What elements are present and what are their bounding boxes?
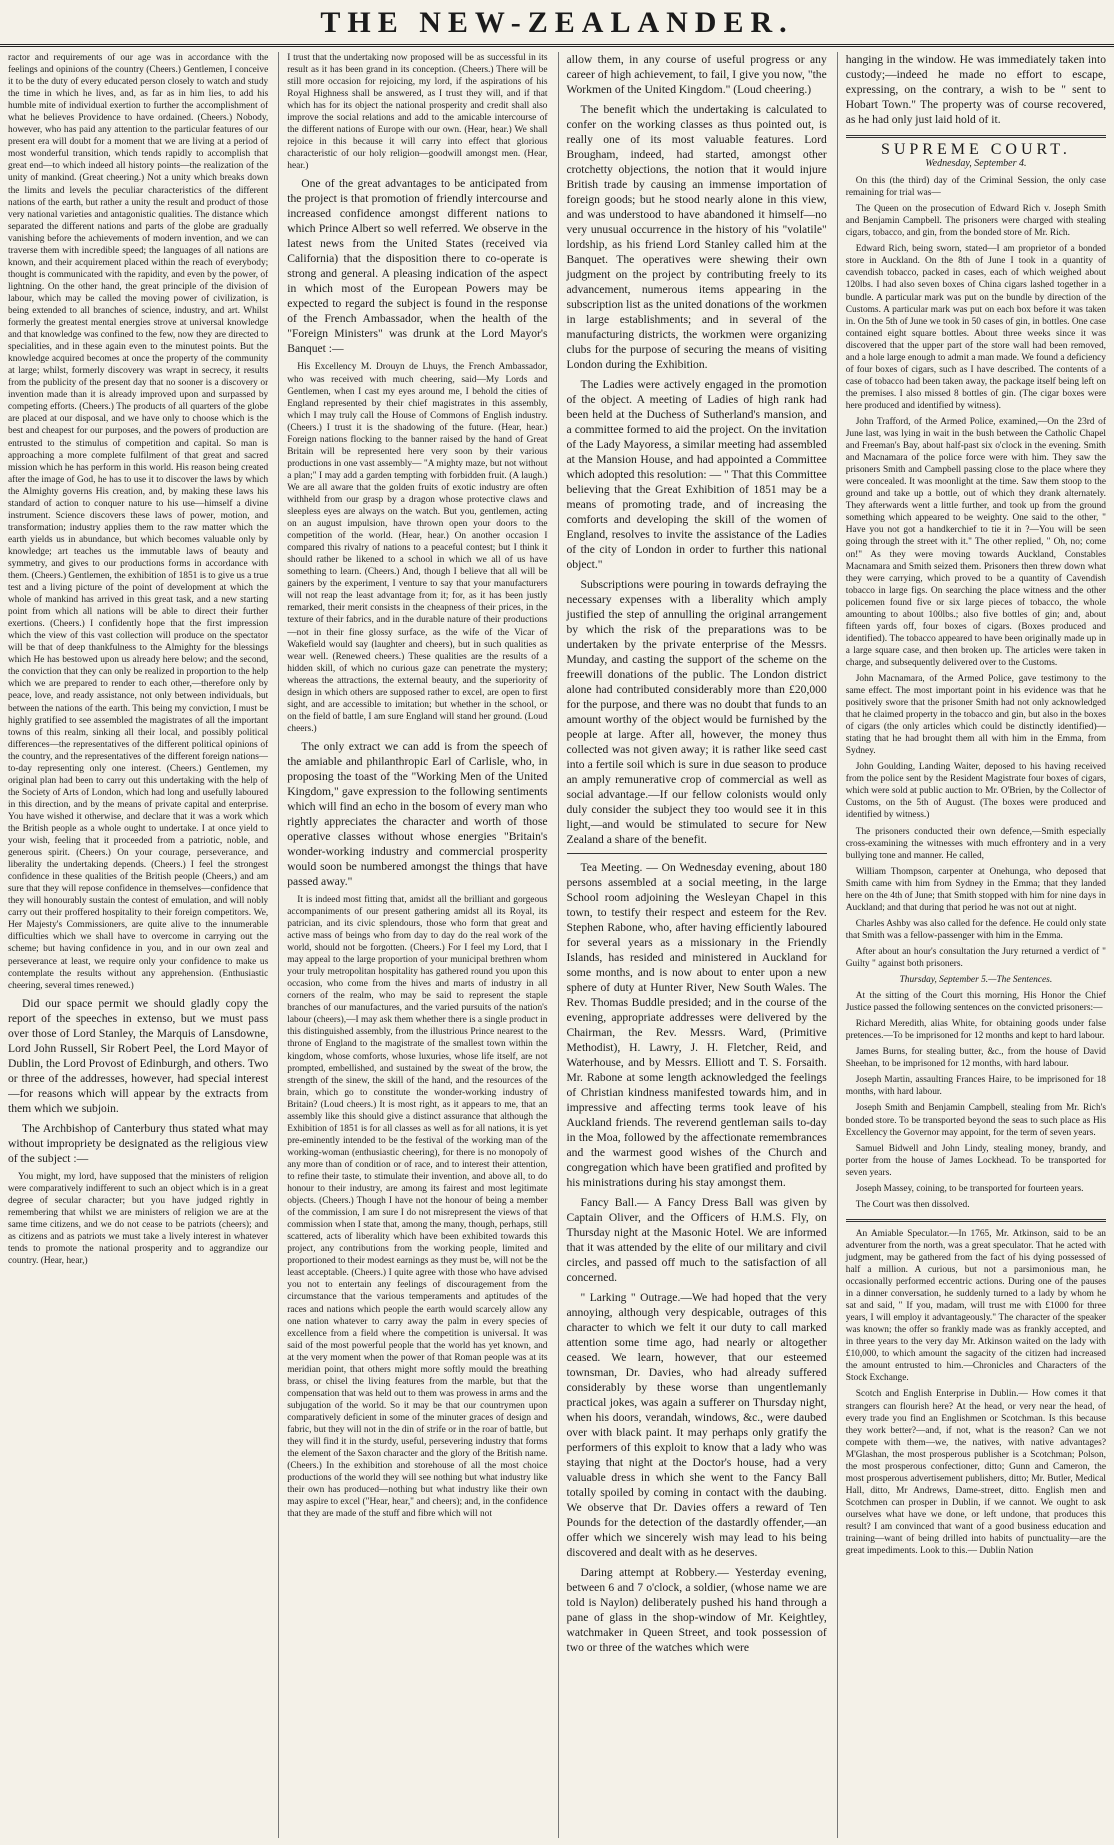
paragraph: Edward Rich, being sworn, stated—I am proprietor of a bonded store in Auckland. On the 8th of June I took in a quantity of cavendish tobacco, packed in cases, each of which weighed about 120lbs. I had also seven boxes of China cigars lashed together in a bundle. A particular mark was put on the bundle by direction of the Customs. A particular mark was put on each box before it was taken in. On the 5th of June we took in 50 cases of gin, in bottles. One case contained eight square bottles. About three weeks since it was discovered that the upper part of the store wall had been removed, and a hole large enough to admit a man made. We found a deficiency of four boxes of cigars, such as I have described. The contents of a case of tobacco had been taken away, the package itself being left on the premises. I also missed 8 bottles of gin. (The cigar boxes were here produced and identified by witness). [845, 244, 1106, 411]
column-4 [837, 52, 1106, 1838]
paragraph: William Thompson, carpenter at Onehunga, who deposed that Smith came with him from Sydney in the Emma; that they landed here on the 4th of June; that Smith stopped with him for nine days in Auckland; and that during that period he was not out at night. [845, 866, 1106, 913]
divider [567, 853, 827, 854]
sentence-item: Joseph Martin, assaulting Frances Haire, to be imprisoned for 18 months, with hard labour. [845, 1075, 1106, 1098]
quoted-speech: His Excellency M. Drouyn de Lhuys, the French Ambassador, who was received with much cheering, said—My Lords and Gentlemen, when I cast my eyes around me, I behold the cities of England represented by their chief magistrates in this assembly, which I may truly call the House of Commons of English industry. (Cheers.) I trust it is the shadowing of the future. (Hear, hear.) Foreign nations flocking to the banner raised by the hand of Great Britain will be represented here very soon by their various productions in one vast assembly— "A mighty maze, but not without a plan;" I may add a garden tempting with forbidden fruit. (A laugh.) We are all aware that the golden fruits of exotic industry are often withheld from our grasp by a dragon whose protective claws and sleepless eyes are always on the watch. But you, gentlemen, acting on an august impulsion, have thrown open your doors to the competition of the world. (Hear, hear.) On another occasion I compared this rivalry of nations to a peaceful contest; but I think it should rather be likened to a school in which we all of us have something to learn. (Cheers.) And, though I believe that all will be gainers by the experiment, I venture to say that your manufacturers will not reap the least advantage from it; for, as it has been justly remarked, their merit consists in the cheapness of their prices, in the texture of their fabrics, and in the durable nature of their productions—not in their fine glossy surface, as the wife of the Vicar of Wakefield would say (laughter and cheers), but in such qualities as wear well. (Renewed cheers.) These qualities are the results of a hidden skill, of which no curious gaze can penetrate the mystery; whereas the attractions, the external beauty, and the superiority of design in which others are supposed rather to excel, are open to first sight, and are accessible to imitation; but whether in the school, or on the field of battle, I am sure England will stand her ground. (Loud cheers.) [287, 362, 548, 734]
paragraph: allow them, in any course of useful progress or any career of high achievement, to fail, I give you now, "the Workmen of the United Kingdom." (Loud cheering.) [566, 53, 827, 96]
sentence-item: Joseph Massey, coining, to be transported for fourteen years. [855, 1183, 1084, 1194]
newspaper-title: THE NEW-ZEALANDER. [320, 6, 794, 39]
news-item-larking-outrage: " Larking " Outrage.—We had hoped that the very annoying, although very despicable, outrages of this character to which we felt it our duty to call marked attention some time ago, had nearly or altogether ceased. We learn, however, that our esteemed townsman, Dr. Davies, who had already suffered considerably by these worse than ungentlemanly practical jokes, was again a sufferer on Thursday night, when his doors, verandah, windows, &c., were daubed over with black paint. It may perhaps only gratify the performers of this exploit to know that a lady who was staying that night at the Doctor's house, had a very valuable dress in which she went to the Fancy Ball totally spoiled by coming in contact with the daubing. We observe that Dr. Davies offers a reward of Ten Pounds for the detection of the dastardly offender,—an offer which we sincerely wish may lead to his being discovered and dealt with as he deserves. [566, 1291, 827, 1559]
paragraph: The only extract we can add is from the speech of the amiable and philanthropic Earl of Carlisle, who, in proposing the toast of the "Working Men of the United Kingdom," gave expression to the following sentiments which will find an echo in the bosom of every man who rightly appreciates the character and worth of those operative classes without whose energies "Britain's wonder-working industry and commercial prosperity would soon be numbered amongst the things that have passed away." [287, 739, 548, 888]
column-3 [558, 52, 827, 1838]
paragraph: ractor and requirements of our age was in accordance with the feelings and opinions of the country (Cheers.) Gentlemen, I conceive it to be the duty of every educated person closely to watch and study the time in which he lives, and, as far as in him lies, to add his humble mite of individual exertion to further the accomplishment of what he believes Providence to have ordained. (Cheers.) Nobody, however, who has paid any attention to the particular features of our present era will doubt for a moment that we are living at a period of most wonderful transition, which tends rapidly to accomplish that great end—to which indeed all history points—the realization of the unity of mankind. (Great cheering.) Not a unity which breaks down the limits and levels the peculiar characteristics of the different nations of the earth, but rather a unity the result and product of those very national varieties and antagonistic qualities. The distance which separated the different nations and parts of the globe are gradually vanishing before the achievements of modern invention, and we can traverse them with incredible speed; the languages of all nations are known, and their acquirement placed within the reach of everybody; thought is communicated with the rapidity, and even by the power, of lightning. On the other hand, the great principle of the division of labour, which may be called the moving power of civilization, is being extended to all branches of science, industry, and art. Whilst formerly the greatest mental energies strove at universal knowledge and that knowledge was confined to the few, now they are directed to specialities, and in these again even to the minutest points. But the knowledge acquired becomes at once the property of the community at large; whilst, formerly discovery was wrapt in secrecy, it results from the publicity of the present day that no sooner is a discovery or invention made than it is already improved upon and surpassed by competing efforts. (Cheers.) The products of all quarters of the globe are placed at our disposal, and we have only to choose which is the best and cheapest for our purposes, and the powers of production are entrusted to the stimulus of competition and capital. So man is approaching a more complete fulfilment of that great and sacred mission which he has perform in this world. His reason being created after the image of God, he has to use it to discover the laws by which the Almighty governs His creation, and, by making these laws his standard of action to conquer nature to his use—himself a divine instrument. Science discovers these laws of power, motion, and transformation; industry applies them to the raw matter which the earth yields us in abundance, but which becomes valuable only by knowledge; art teaches us the immutable laws of beauty and symmetry, and gives to our productions forms in accordance with them. (Cheers.) Gentlemen, the exhibition of 1851 is to give us a true test and a living picture of the point of development at which the whole of mankind has arrived in this great task, and a new starting point from which all nations will be able to direct their further exertions. (Cheers.) I confidently hope that the first impression which the view of this vast collection will produce on the spectator will be that of deep thankfulness to the Almighty for the blessings which He has bestowed upon us already here below; and the second, the conviction that they can only be realized in proportion to the help which we are prepared to render to each other,—therefore only by peace, love, and ready assistance, not only between individuals, but between the nations of the earth. This being my conviction, I must be highly gratified to see assembled the magistrates of all the important towns of this realm, sinking all their local, and possibly political differences—the representatives of the different political opinions of the country, and the representatives of the different foreign nations—to-day representing only one interest. (Cheers.) Gentlemen, my original plan had been to carry out this undertaking with the help of the Society of Arts of London, which had long and usefully laboured in this direction, and by the means of private capital and enterprise. You have wished it otherwise, and declare that it was a work which the British people as a whole ought to undertake. I at once yield to your wish, feeling that it proceeded from a patriotic, noble, and generous spirit. (Cheers.) On your courage, perseverance, and liberality the undertaking depends. (Cheers.) I feel the strongest confidence in these qualities of the British people (Cheers,) and am sure that they will repose confidence in themselves—confidence that they will honourably sustain the contest of emulation, and will nobly carry out their proffered hospitality to their foreign competitors. We, Her Majesty's Commissioners, are quite alive to the innumerable difficulties which we shall have to overcome in carrying out the scheme; but having confidence in you, and in our own zeal and perseverance at least, we require only your confidence to make us contemplate the results without any apprehension. (Enthusiastic cheering, several times renewed.) [8, 53, 269, 991]
column-2 [278, 52, 547, 1838]
paragraph: John Trafford, of the Armed Police, examined,—On the 23rd of June last, was lying in wait in the bush between the Catholic Chapel and Freeman's Bay, about half-past six o'clock in the evening. Smith and Macnamara of the police force were with him. They saw the prisoners Smith and Campbell passing close to the place where they were concealed. It was moonlight at the time. Saw them stoop to the ground and take up a bottle, out of which they drank alternately. They afterwards went a little further, and took up from the ground something which appeared to be weighty. One said to the other, " Have you not got a handkerchief to tie it in ?—You will be seen going through the street with it." The other replied, " Oh, no; come on!" As they were moving towards Auckland, Constables Macnamara and Smith seized them. Prisoners then threw down what they were carrying, which proved to be a quantity of Cavendish tobacco in large figs. On searching the place witness and the other policemen found five or six large pieces of tobacco, the whole amounting to about 100lbs.; also five bottles of gin; and, about fifteen yards off, four boxes of cigars. (Boxes produced and identified). The tobacco appeared to have been originally made up in a large square case, and then broken up. The articles were taken in charge, and subsequently delivered over to the Customs. [845, 416, 1106, 668]
sentence-item: James Burns, for stealing butter, &c., from the house of David Sheehan, to be imprisoned for 12 months, with hard labour. [845, 1047, 1106, 1070]
paragraph: The Queen on the prosecution of Edward Rich v. Joseph Smith and Benjamin Campbell. The prisoners were charged with stealing cigars, tobacco, and gin, from the bonded store of Mr. Rich. [845, 204, 1106, 239]
divider [846, 1219, 1106, 1222]
news-item-dublin-enterprise: Scotch and English Enterprise in Dublin.— How comes it that strangers can flourish here? At the head, or very near the head, of every trade you find an Englishmen or Scotchman. Is this because they work better?—and, if not, what is the reason? Can we not compete with them—we, the natives, with native advantages? M'Glashan, the most prosperous publisher is a Scotchman; Polson, the most prosperous confectioner, ditto; Gunn and Cameron, the most prosperous advertisement publishers, ditto; Mr. Butler, Medical Hall, ditto, Mr Andrews, Dame-street, ditto. English men and Scotchmen can prosper in Dublin, if we cannot. We ought to ask ourselves what have we done, or left undone, that produces this result? I am convinced that want of a good business education and training—want of being drilled into habits of punctuality—are the great impediments. Look to this.— Dublin Nation [845, 1389, 1106, 1557]
paragraph: hanging in the window. He was immediately taken into custody;—indeed he made no effort to escape, expressing, on the contrary, a wish to be " sent to Hobart Town." The property was of course recovered, as he had only just laid hold of it. [845, 53, 1106, 126]
divider [846, 135, 1106, 138]
paragraph: Did our space permit we should gladly copy the report of the speeches in extenso, but we must pass over those of Lord Stanley, the Marquis of Lansdowne, Lord John Russell, Sir Robert Peel, the Lord Mayor of Dublin, the Lord Provost of Edinburgh, and others. Two or three of the addresses, however, had special interest—for reasons which will appear by the extracts from them which we subjoin. [8, 996, 269, 1115]
news-item-tea-meeting: Tea Meeting. — On Wednesday evening, about 180 persons assembled at a social meeting, in the large School room adjoining the Wesleyan Chapel in this town, to testify their respect and esteem for the Rev. Stephen Rabone, who, after having efficiently laboured for several years as a missionary in the Friendly Islands, has resided and ministered in Auckland for some months, and is now about to enter upon a new sphere of duty at Hunter River, New South Wales. The Rev. Thomas Buddle presided; and in the course of the evening, appropriate addresses were delivered by the Chairman, the Rev. Messrs. Ward, (Primitive Methodist), H. Lawry, J. H. Fletcher, Reid, and Waterhouse, and by Messrs. Elliott and T. S. Forsaith. Mr. Rabone at some length acknowledged the feelings of Christian kindness manifested towards him, and in impressive and affecting terms took leave of his Auckland friends. The reverend gentleman sails to-day in the Moa, followed by the affectionate remembrances and the warmest good wishes of the Church and congregation which have been gratified and profited by his ministrations during his stay amongst them. [566, 861, 827, 1189]
column-1 [8, 52, 268, 1838]
news-item-fancy-ball: Fancy Ball.— A Fancy Dress Ball was given by Captain Oliver, and the Officers of H.M.S. Fly, on Thursday night at the Masonic Hotel. We are informed that it was attended by the elite of our military and civil circles, and passed off much to the satisfaction of all concerned. [566, 1196, 827, 1284]
paragraph: One of the great advantages to be anticipated from the project is that promotion of friendly intercourse and increased confidence amongst different nations to which Prince Albert so well referred. We observe in the latest news from the United States (received via California) that the disposition there to co-operate is strong and general. A pleasing indication of the aspect in which most of the European Powers may be expected to regard the subject is found in the response of the French Ambassador, when the health of the "Foreign Ministers" was drunk at the Lord Mayor's Banquet :— [287, 177, 548, 356]
news-item-robbery: Daring attempt at Robbery.— Yesterday evening, between 6 and 7 o'clock, a soldier, (whose name we are told is Naylon) deliberately pushed his hand through a pane of glass in the shop-window of Mr. Keightley, watchmaker in Queen Street, and took possession of two or three of the watches which were [566, 1566, 827, 1654]
paragraph: The Court was then dissolved. [855, 1199, 970, 1210]
paragraph: The prisoners conducted their own defence,—Smith especially cross-examining the witnesses with much effrontery and in a very bullying tone and manner. He called, [845, 826, 1106, 861]
paragraph: Subscriptions were pouring in towards defraying the necessary expenses with a liberality which amply justified the step of annulling the original arrangement by which the risk of the preparations was to be undertaken by the private enterprise of the Messrs. Munday, and casting the support of the scheme on the freewill donations of the public. The London district alone had contributed considerably more than £20,000 for the purpose, and there was no doubt that funds to an amount worthy of the object would be furnished by the people at large. After all, however, the money thus collected was not given away; it is rather like seed cast into a fertile soil which is sure in due season to produce an amply remunerative crop of commercial as well as social advantage.—If our fellow colonists would only duly consider the subject they too would see it in this light,—and would be stimulated to secure for New Zealand a share of the benefit. [566, 578, 827, 846]
dateline: Wednesday, September 4. [925, 158, 1027, 170]
article-columns [8, 52, 1106, 1838]
dateline: Thursday, September 5.—The Sentences. [899, 975, 1053, 986]
paragraph: On this (the third) day of the Criminal Session, the only case remaining for trial was— [845, 176, 1106, 199]
section-title: SUPREME COURT. [880, 141, 1071, 158]
sentence-item: Samuel Bidwell and John Lindy, stealing money, brandy, and porter from the house of James Lockhead. To be transported for seven years. [845, 1143, 1106, 1178]
paragraph: The Ladies were actively engaged in the promotion of the object. A meeting of Ladies of high rank had been held at the Duchess of Sutherland's mansion, and a committee formed to aid the project. On the invitation of the Lady Mayoress, a similar meeting had assembled at the Mansion House, and had appointed a Committee which adopted this resolution: — " That this Committee believing that the Great Exhibition of 1851 may be a means of promoting trade, and of increasing the comforts and developing the skill of the women of England, resolves to invite the assistance of the Ladies of the city of London in order to further this national object." [566, 378, 827, 571]
sentence-item: Richard Meredith, alias White, for obtaining goods under false pretences.—To be imprisoned for 12 months and kept to hard labour. [845, 1019, 1106, 1042]
paragraph: The Archbishop of Canterbury thus stated what may without impropriety be designated as the religious view of the subject :— [8, 1121, 269, 1165]
paragraph: Charles Ashby was also called for the defence. He could only state that Smith was a fellow-passenger with him in the Emma. [845, 918, 1106, 941]
paragraph: The benefit which the undertaking is calculated to confer on the working classes as thus pointed out, is really one of its most valuable features. Lord Brougham, indeed, had started, amongst other crotchetty objections, the notion that it would injure British trade by causing an immense importation of foreign goods; but he stood nearly alone in this view, and was understood to have abandoned it himself—no very unusual occurrence in the history of his "volatile" lordship, as his friend Lord Stanley called him at the Banquet. The operatives were shewing their own judgment on the project by contributing freely to its advancement, numerous items appearing in the subscription list as the united donations of the workmen in large establishments; and in several of the manufacturing districts, the workmen were organizing clubs for the purpose of securing the means of visiting London during the Exhibition. [566, 103, 827, 371]
paragraph: At the sitting of the Court this morning, His Honor the Chief Justice passed the following sentences on the convicted prisoners:— [845, 991, 1106, 1014]
paragraph: John Goulding, Landing Waiter, deposed to his having received from the police sent by the Resident Magistrate four boxes of cigars, which were sold at public auction to Mr. O'Brien, by the Collector of Customs, on the 5th of August. (The boxes were produced and identified by witness.) [845, 762, 1106, 821]
paragraph: John Macnamara, of the Armed Police, gave testimony to the same effect. The most important point in his evidence was that he positively swore that the prisoner Smith had not only acknowledged that he claimed property in the tobacco and gin, but also in the boxes of cigars (the only articles which could be distinctly identified)—stating that he had brought them all with him in the Emma, from Sydney. [845, 673, 1106, 757]
quoted-speech: You might, my lord, have supposed that the ministers of religion were comparatively indifferent to such an object which is in a great degree of secular character; but you have judged rightly in remembering that whilst we are ministers of religion we are at the same time citizens, and we do not cease to be patriots (cheers); and as citizens and as patriots we must take a lively interest in whatever tends to promote the national prosperity and to aggrandize our country. (Hear, hear,) [8, 1171, 269, 1266]
news-item-amiable-speculator: An Amiable Speculator.—In 1765, Mr. Atkinson, said to be an adventurer from the north, was a great speculator. That he acted with judgment, may be gathered from the fact of his dying possessed of half a million. A curious, but not a parsimonious man, he occasionally performed eccentric actions. During one of the pauses in a dinner conversation, he suddenly turned to a lady by whom he sat and said, " If you, madam, will trust me with £1000 for three years, I will employ it advantageously." The character of the speaker was known; the offer so frankly made was as frankly accepted, and in three years to the very day Mr. Atkinson waited on the lady with £10,000, to which amount the sagacity of the citizen had increased the amount entrusted to him.—Chronicles and Characters of the Stock Exchange. [845, 1228, 1106, 1384]
masthead [0, 0, 1114, 47]
sentence-item: Joseph Smith and Benjamin Campbell, stealing from Mr. Rich's bonded store. To be transported beyond the seas to such place as His Excellency the Governor may appoint, for the term of seven years. [845, 1103, 1106, 1138]
paragraph: After about an hour's consultation the Jury returned a verdict of " Guilty " against both prisoners. [845, 946, 1106, 969]
quoted-speech: It is indeed most fitting that, amidst all the brilliant and gorgeous accompaniments of our present gathering amidst all its Royal, its patrician, and its civic splendours, those who form that great and active mass of beings who from day to day do the real work of the world, should not be forgotten. (Cheers.) For I feel my Lord, that I may appeal to the large proportion of your municipal brethren whom your truly metropolitan hospitality has gathered round you upon this occasion, who come from the hives and marts of industry in all corners of the realm, who may be said to represent the staple branches of our manufactures, and the varied pursuits of the nation's labour (cheers),—I may ask them whether there is a single product in this distinguished assembly, from the illustrious Prince nearest to the throne of England to the magistrate of the smallest town within the kingdom, whose comforts, whose luxuries, whose life itself, are not prompted, embellished, and sustained by the sweat of the brow, the strength of the sinew, the skill of the hand, and the resources of the brain, which go to constitute the wonder-working industry of Britain? (Loud cheers.) It is most right, as it appears to me, that an assembly like this should give a distinct assurance that although the Exhibition of 1851 is for all classes as well as for all nations, it is yet pre-eminently intended to be the festival of the working man of the working-woman (enthusiastic cheering), for there is no monopoly of any more than of condition or of race, and to interest their attention, to refine their taste, to stimulate their invention, and above all, to do honour to their industry, are among its fairest and most legitimate objects. (Cheers.) Though I have not the honour of being a member of the commission, I am sure I do not misrepresent the views of that commission when I state that, among the many, though, perhaps, still scattered, acts of liberality which have been exhibited towards this project, any contributions from the working people, limited and proportioned to their modest earnings as they must be, will not be the least acceptable. (Cheers.) I quite agree with those who have advised you not to entertain any feelings of discouragement from the circumstance that the various temperaments and aptitudes of the races and nations which people the earth would scarcely allow any one nation whatever to carry away the palm in every species of excellence from a field where the competition is universal. It was said of the most powerful people that the world has yet known, and at the very moment when the power of that Roman people was at its meridian point, that others might more softly mould the breathing brass, or chisel the living features from the marble, but that the compensation that was held out to them was prowess in arms and the subjugation of the world. So it may be that our countrymen upon comparatively deficient in some of the minuter graces of design and fabric, but they will not in the din of strife or in the roar of battle, but they will find it in the sturdy, useful, persevering industry that forms the element of the Saxon character and the glory of the British name. (Cheers.) In the exhibition and storehouse of all the most choice productions of the world they will see nothing but what industry like their own has produced—nothing but what industry like their own may aspire to excel ("Hear, hear," and cheers); and, in the confidence that they are made of the stuff and fibre which will not [287, 894, 548, 1520]
quoted-speech: I trust that the undertaking now proposed will be as successful in its result as it has been grand in its conception. (Cheers.) There will be still more occasion for rejoicing, my lord, if the aspirations of his Royal Highness shall be answered, as I trust they will, and if that which has for its object the national prosperity and credit shall also improve the social relations and add to the amicable intercourse of the different nations of Europe with our own. (Hear, hear.) We shall rejoice in this because it will carry into effect that glorious characteristic of our holy religion—goodwill amongst men. (Hear, hear.) [287, 53, 548, 172]
